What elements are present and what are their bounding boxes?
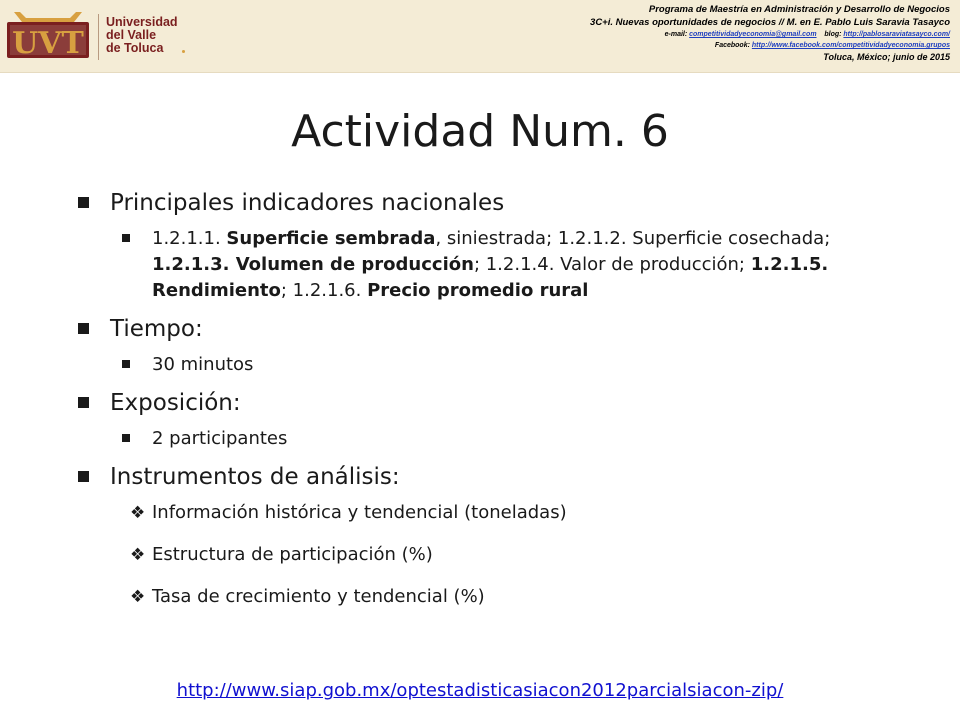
instrumento-text: Información histórica y tendencial (toneladas)	[152, 502, 567, 523]
diamond-bullet-icon: ❖	[130, 587, 146, 607]
item-indicadores-label: Principales indicadores nacionales	[110, 190, 505, 216]
square-bullet-icon	[122, 234, 130, 242]
course-name: 3C+i. Nuevas oportunidades de negocios // M. en E. Pablo Luis Saravia Tasayco	[590, 17, 950, 28]
instrumento-text: Tasa de crecimiento y tendencial (%)	[152, 586, 485, 607]
item-indicadores	[76, 188, 896, 218]
detail-text: ; 1.2.1.6.	[280, 280, 368, 301]
blog-link[interactable]: http://pablosaraviatasayco.com/	[843, 31, 950, 38]
detail-bold: 1.2.1.3. Volumen de producción	[152, 254, 474, 275]
logo-divider	[98, 14, 99, 60]
blog-label: blog:	[824, 31, 842, 38]
diamond-bullet-icon: ❖	[130, 503, 146, 523]
source-link[interactable]: http://www.siap.gob.mx/optestadisticasiacon2012parcialsiacon-zip/	[176, 680, 784, 701]
item-exposicion	[76, 388, 896, 418]
facebook-link[interactable]: http://www.facebook.com/competitividadyeconomia.grupos	[751, 42, 950, 49]
square-bullet-icon	[78, 397, 89, 408]
university-name	[106, 16, 178, 55]
place-date: Toluca, México; junio de 2015	[823, 52, 950, 62]
facebook-label: Facebook:	[714, 42, 750, 49]
university-logo[interactable]	[6, 6, 186, 64]
university-name-line2: del Valle	[106, 28, 157, 42]
logo-dot	[182, 50, 185, 53]
instrumento-item	[76, 542, 896, 568]
instrumento-item	[76, 500, 896, 526]
facebook-line	[590, 40, 950, 51]
tiempo-value	[76, 352, 896, 378]
tiempo-value-text: 30 minutos	[152, 354, 254, 375]
detail-text: ; 1.2.1.4. Valor de producción;	[473, 254, 751, 275]
program-name: Programa de Maestría en Administración y Desarrollo de Negocios	[648, 4, 950, 15]
square-bullet-icon	[78, 197, 89, 208]
detail-bold: Precio promedio rural	[367, 280, 589, 301]
email-label: e-mail:	[664, 31, 688, 38]
exposicion-value	[76, 426, 896, 452]
university-name-line3: de Toluca	[106, 41, 164, 55]
detail-bold: Superficie sembrada	[226, 228, 436, 249]
instrumento-item	[76, 584, 896, 610]
uvt-logo-icon	[6, 6, 90, 64]
instrumento-text: Estructura de participación (%)	[152, 544, 433, 565]
contact-line	[590, 29, 950, 40]
exposicion-value-text: 2 participantes	[152, 428, 288, 449]
indicadores-detail	[76, 226, 896, 304]
detail-text: 1.2.1.1.	[152, 228, 227, 249]
item-instrumentos	[76, 462, 896, 492]
square-bullet-icon	[78, 323, 89, 334]
item-exposicion-label: Exposición:	[110, 390, 241, 416]
square-bullet-icon	[78, 471, 89, 482]
item-tiempo-label: Tiempo:	[110, 316, 203, 342]
detail-text: , siniestrada; 1.2.1.2. Superficie cosechada;	[435, 228, 831, 249]
item-instrumentos-label: Instrumentos de análisis:	[110, 464, 400, 490]
header-band	[0, 0, 960, 73]
slide-content	[76, 188, 896, 626]
square-bullet-icon	[122, 360, 130, 368]
diamond-bullet-icon: ❖	[130, 545, 146, 565]
item-tiempo	[76, 314, 896, 344]
detail-bold: 1.2.1.5. Rendimiento	[152, 254, 829, 301]
header-info	[590, 3, 950, 63]
email-link[interactable]: competitividadyeconomia@gmail.com	[689, 31, 817, 38]
slide-title: Actividad Num. 6	[291, 106, 669, 157]
svg-text:UVT: UVT	[12, 26, 84, 61]
university-name-line1: Universidad	[106, 15, 178, 29]
square-bullet-icon	[122, 434, 130, 442]
